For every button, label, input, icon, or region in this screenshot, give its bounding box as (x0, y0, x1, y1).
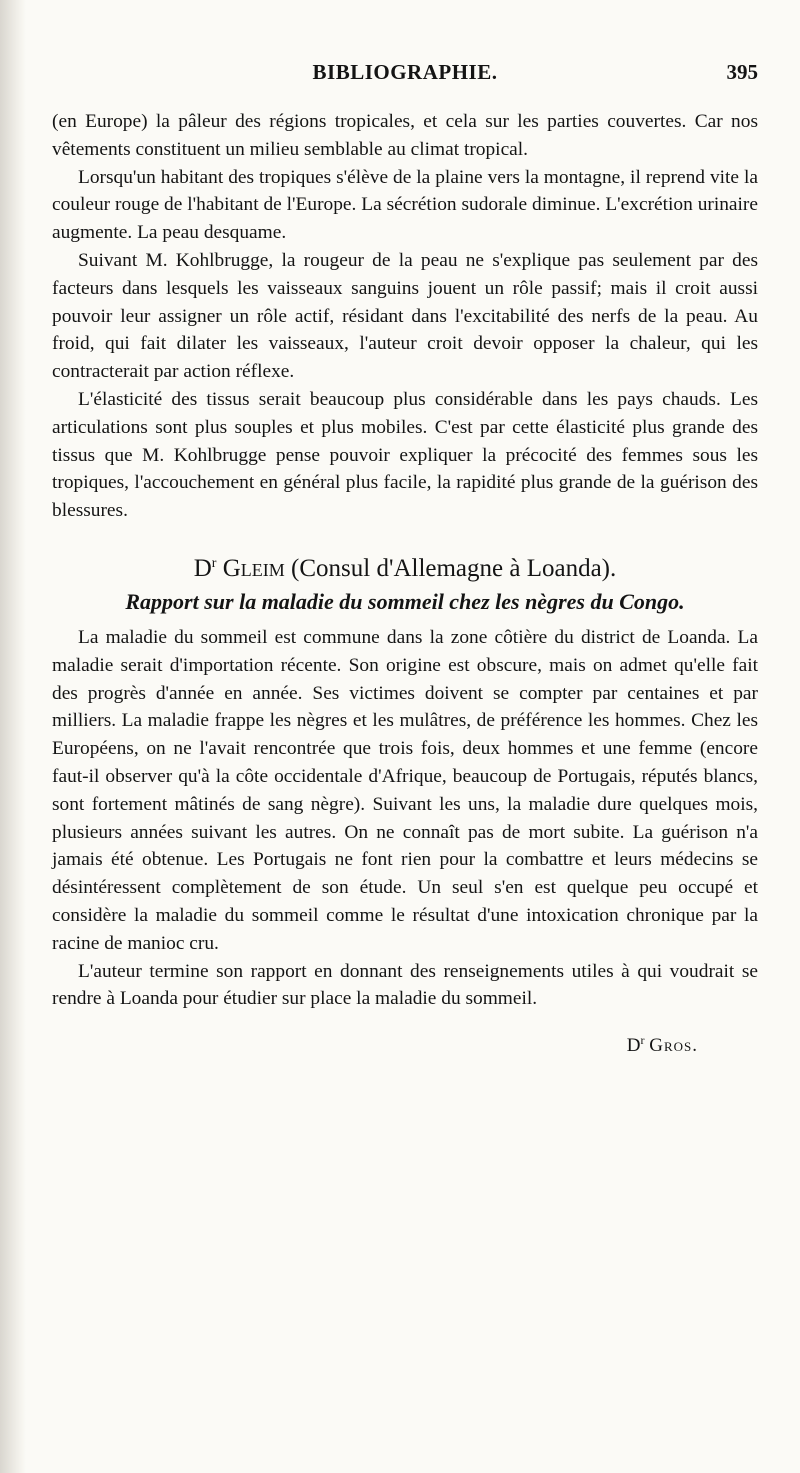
section-title: Rapport sur la maladie du sommeil chez les nègres du Congo. (125, 588, 685, 614)
paragraph: L'élasticité des tissus serait beaucoup plus considérable dans les pays chauds. Les articulations sont plus souples et plus mobiles. C'est par cette élasticité plus grande des tissus que M. Kohlbrugge pense pouvoir expliquer la précocité des femmes sous les tropiques, l'accouchement en général plus facile, la rapidité plus grande de la guérison des blessures. (52, 388, 758, 522)
page-number: 395 (726, 60, 758, 84)
paragraph-continued: (en Europe) la pâleur des régions tropicales, et cela sur les parties couvertes. Car nos vêtements constituent un milieu semblable au climat tropical. (52, 111, 758, 160)
signature-prefix: D (626, 1035, 641, 1057)
paragraph: Suivant M. Kohlbrugge, la rougeur de la peau ne s'explique pas seulement par des facteurs dans lesquels les vaisseaux sanguins jouent un rôle passif; mais il croit aussi pouvoir leur assigner un rôle actif, résidant dans l'excitabilité des nerfs de la peau. Au froid, qui fait dilater les vaisseaux, l'auteur croit devoir opposer la chaleur, qui les contracterait par action réflexe. (52, 249, 758, 383)
author-name: Gleim (222, 554, 285, 582)
paragraph: La maladie du sommeil est commune dans la zone côtière du district de Loanda. La maladie serait d'importation récente. Son origine est obscure, mais on admet qu'elle fait des progrès d'année en année. Ses victimes doivent se compter par centaines et par milliers. La maladie frappe les nègres et les mulâtres, de préférence les hommes. Chez les Européens, on ne l'avait rencontrée que trois fois, deux hommes et une femme (encore faut-il observer qu'à la côte occidentale d'Afrique, beaucoup de Portugais, réputés blancs, sont fortement mâtinés de sang nègre). Suivant les uns, la maladie dure quelques mois, plusieurs années suivant les autres. On ne connaît pas de mort subite. La guérison n'a jamais été obtenue. Les Portugais ne font rien pour la combattre et leurs médecins se désintéressent complètement de son étude. Un seul s'en est quelque peu occupé et considère la maladie du sommeil comme le résultat d'une intoxication chronique par la racine de manioc cru. (52, 626, 758, 954)
signature-prefix-superscript: r (640, 1033, 645, 1048)
page-body (52, 108, 758, 1060)
paragraph: L'auteur termine son rapport en donnant des renseignements utiles à qui voudrait se rendre à Loanda pour étudier sur place la maladie du sommeil. (52, 960, 758, 1010)
section-author-heading (52, 547, 758, 586)
paragraph: Lorsqu'un habitant des tropiques s'élève de la plaine vers la montagne, il reprend vite la couleur rouge de l'habitant de l'Europe. La sécrétion sudorale diminue. L'excrétion urinaire augmente. La peau desquame. (52, 166, 758, 244)
author-prefix-superscript: r (211, 555, 217, 571)
signature-name: Gros. (649, 1035, 698, 1057)
page-header (52, 60, 758, 90)
page-edge-shadow (0, 0, 26, 1473)
signature (52, 1027, 758, 1060)
running-head: BIBLIOGRAPHIE. (312, 60, 498, 84)
author-role: (Consul d'Allemagne à Loanda). (291, 554, 617, 582)
author-prefix: D (193, 554, 212, 582)
